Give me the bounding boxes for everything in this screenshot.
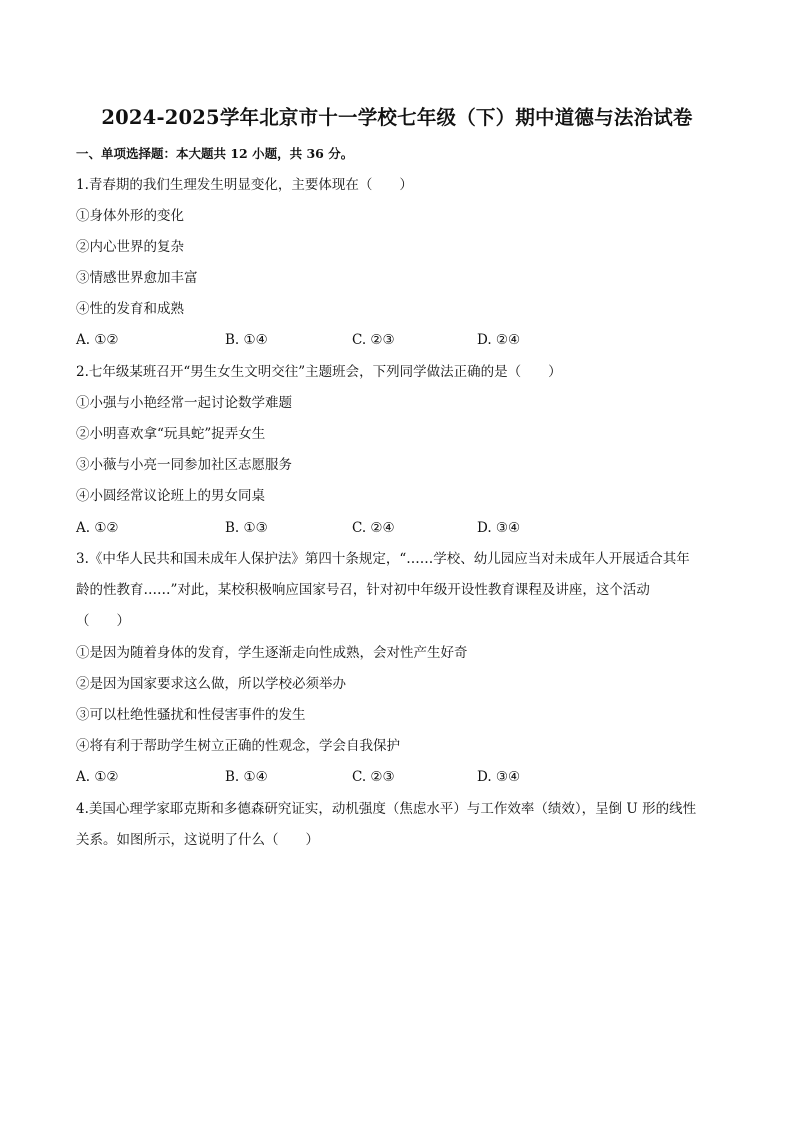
question-1-option-2: ②内心世界的复杂 — [76, 239, 184, 255]
question-2-option-1: ①小强与小艳经常一起讨论数学难题 — [76, 395, 292, 411]
question-1-option-1: ①身体外形的变化 — [76, 208, 184, 224]
question-2-choice-c: C. ②④ — [352, 520, 395, 536]
question-2-choices — [76, 518, 726, 538]
question-3-choices — [76, 767, 726, 787]
question-2-choice-d: D. ③④ — [477, 520, 521, 536]
question-2-option-3: ③小薇与小亮一同参加社区志愿服务 — [76, 457, 292, 473]
question-3-option-2: ②是因为国家要求这么做，所以学校必须举办 — [76, 676, 346, 692]
question-1-option-4: ④性的发育和成熟 — [76, 301, 184, 317]
exam-title: 2024-2025学年北京市十一学校七年级（下）期中道德与法治试卷 — [101, 106, 693, 129]
question-3-stem-line-1: 3.《中华人民共和国未成年人保护法》第四十条规定，“……学校、幼儿园应当对未成年人开展适合其年 — [76, 551, 690, 567]
question-2-option-4: ④小圆经常议论班上的男女同桌 — [76, 488, 265, 504]
question-4-stem-line-1: 4.美国心理学家耶克斯和多德森研究证实，动机强度（焦虑水平）与工作效率（绩效），呈倒 U 形的线性 — [76, 801, 697, 817]
question-3-option-1: ①是因为随着身体的发育，学生逐渐走向性成熟，会对性产生好奇 — [76, 645, 468, 661]
question-3-choice-a: A. ①② — [76, 769, 119, 785]
question-1-choice-a: A. ①② — [76, 332, 119, 348]
question-3-option-3: ③可以杜绝性骚扰和性侵害事件的发生 — [76, 707, 306, 723]
question-3-choice-b: B. ①④ — [225, 769, 268, 785]
question-2-choice-a: A. ①② — [76, 520, 119, 536]
question-3-stem-line-3: （ ） — [76, 613, 130, 629]
question-1-option-3: ③情感世界愈加丰富 — [76, 270, 198, 286]
section-heading: 一、单项选择题：本大题共 12 小题，共 36 分。 — [76, 146, 354, 161]
question-1-stem: 1.青春期的我们生理发生明显变化，主要体现在（ ） — [76, 177, 413, 193]
question-3-stem-line-2: 龄的性教育……”对此，某校积极响应国家号召，针对初中年级开设性教育课程及讲座，这个活动 — [76, 582, 650, 598]
question-1-choices — [76, 330, 726, 350]
question-1-choice-b: B. ①④ — [225, 332, 268, 348]
question-2-stem: 2.七年级某班召开“男生女生文明交往”主题班会，下列同学做法正确的是（ ） — [76, 364, 562, 380]
question-1-choice-c: C. ②③ — [352, 332, 395, 348]
question-2-option-2: ②小明喜欢拿“玩具蛇”捉弄女生 — [76, 426, 266, 442]
question-3-choice-d: D. ③④ — [477, 769, 521, 785]
question-3-option-4: ④将有利于帮助学生树立正确的性观念，学会自我保护 — [76, 738, 400, 754]
question-1-choice-d: D. ②④ — [477, 332, 521, 348]
question-4-stem-line-2: 关系。如图所示，这说明了什么（ ） — [76, 832, 319, 848]
question-2-choice-b: B. ①③ — [225, 520, 268, 536]
question-3-choice-c: C. ②③ — [352, 769, 395, 785]
